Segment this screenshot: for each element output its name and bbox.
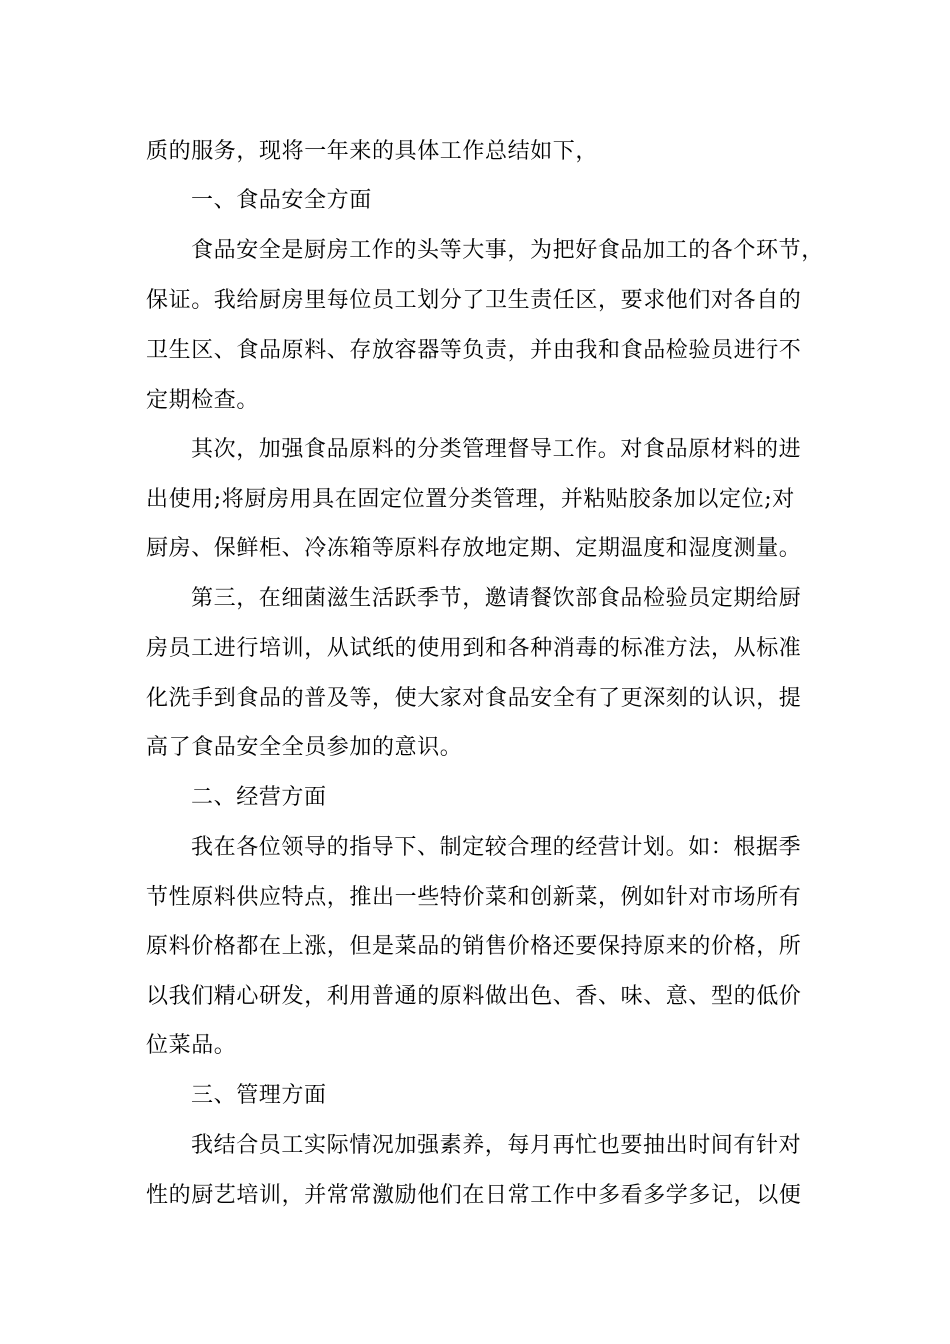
section-heading-food-safety: 一、食品安全方面 bbox=[191, 188, 372, 213]
paragraph-line: 原料价格都在上涨，但是菜品的销售价格还要保持原来的价格，所 bbox=[146, 934, 802, 959]
paragraph-line: 位菜品。 bbox=[146, 1033, 237, 1058]
paragraph-line: 以我们精心研发，利用普通的原料做出色、香、味、意、型的低价 bbox=[146, 984, 802, 1009]
paragraph-line: 卫生区、食品原料、存放容器等负责，并由我和食品检验员进行不 bbox=[146, 338, 802, 363]
paragraph-line: 厨房、保鲜柜、冷冻箱等原料存放地定期、定期温度和湿度测量。 bbox=[146, 536, 802, 561]
paragraph-line: 保证。我给厨房里每位员工划分了卫生责任区，要求他们对各自的 bbox=[146, 288, 802, 313]
paragraph-line: 食品安全是厨房工作的头等大事，为把好食品加工的各个环节， bbox=[191, 238, 824, 263]
paragraph-line: 定期检查。 bbox=[146, 388, 260, 413]
paragraph-line: 出使用;将厨房用具在固定位置分类管理，并粘贴胶条加以定位;对 bbox=[146, 487, 795, 512]
paragraph-line: 我在各位领导的指导下、制定较合理的经营计划。如：根据季 bbox=[191, 835, 802, 860]
paragraph-line: 第三，在细菌滋生活跃季节，邀请餐饮部食品检验员定期给厨 bbox=[191, 586, 802, 611]
paragraph-line: 高了食品安全全员参加的意识。 bbox=[146, 735, 463, 760]
paragraph-line: 其次，加强食品原料的分类管理督导工作。对食品原材料的进 bbox=[191, 437, 802, 462]
paragraph-line: 性的厨艺培训，并常常激励他们在日常工作中多看多学多记，以便 bbox=[146, 1183, 802, 1208]
paragraph-line: 我结合员工实际情况加强素养，每月再忙也要抽出时间有针对 bbox=[191, 1133, 802, 1158]
section-heading-operations: 二、经营方面 bbox=[191, 785, 327, 810]
paragraph-line: 质的服务，现将一年来的具体工作总结如下， bbox=[146, 139, 599, 164]
paragraph-line: 节性原料供应特点，推出一些特价菜和创新菜，例如针对市场所有 bbox=[146, 885, 802, 910]
section-heading-management: 三、管理方面 bbox=[191, 1083, 327, 1108]
paragraph-line: 化洗手到食品的普及等，使大家对食品安全有了更深刻的认识，提 bbox=[146, 686, 802, 711]
paragraph-line: 房员工进行培训，从试纸的使用到和各种消毒的标准方法，从标准 bbox=[146, 636, 802, 661]
